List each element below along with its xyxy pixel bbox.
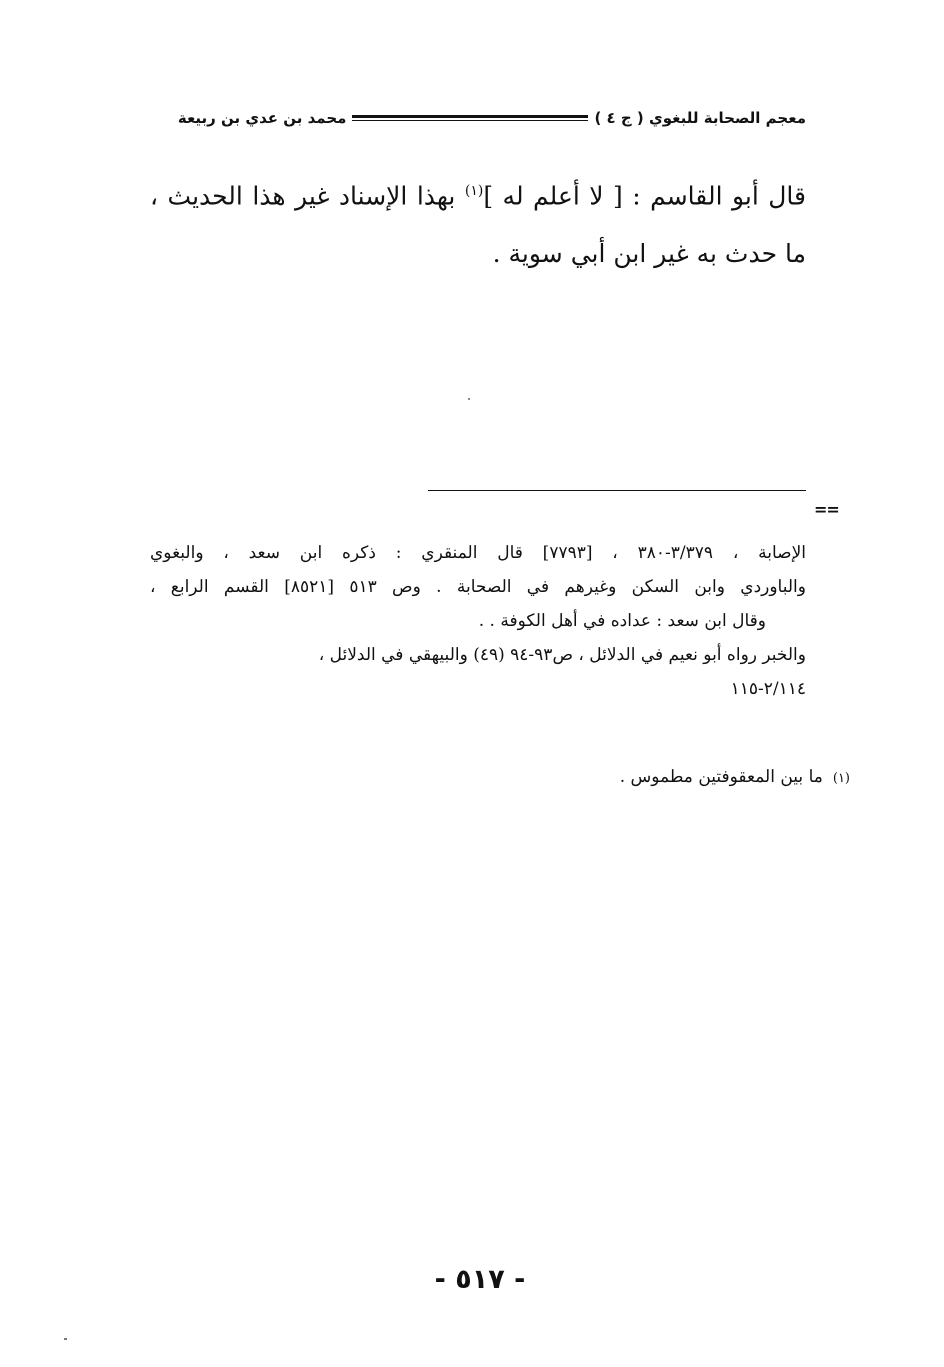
footnote-1-number: (١) <box>832 771 850 786</box>
scan-speck <box>468 398 470 400</box>
page-number: - ٥١٧ - <box>434 1264 526 1295</box>
main-text-part-1: قال أبو القاسم : [ لا أعلم له ] <box>483 181 806 211</box>
note-line: الإصابة ، ٣/٣٧٩-٣٨٠ ، [٧٧٩٣] قال المنقري : ذكره ابن سعد ، والبغوي <box>150 543 806 563</box>
header-book-title: معجم الصحابة للبغوي ( ج ٤ ) <box>594 109 806 127</box>
header-entry-name: محمد بن عدي بن ربيعة <box>177 109 347 127</box>
note-line: ٢/١١٤-١١٥ <box>730 679 806 699</box>
running-header <box>172 104 806 132</box>
note-line: وقال ابن سعد : عداده في أهل الكوفة . . <box>478 611 766 631</box>
footnote-marker: == <box>814 500 839 519</box>
main-text-part-2: بهذا الإسناد غير هذا الحديث ، ما حدث به غير ابن أبي سوية . <box>150 181 806 269</box>
main-paragraph <box>150 162 806 283</box>
note-line: والخبر رواه أبو نعيم في الدلائل ، ص٩٣-٩٤ (٤٩) والبيهقي في الدلائل ، <box>318 645 806 665</box>
footnote-separator <box>428 490 806 491</box>
note-line: والباوردي وابن السكن وغيرهم في الصحابة . وص ٥١٣ [٨٥٢١] القسم الرابع ، <box>150 577 806 597</box>
scan-speck <box>64 1338 67 1340</box>
main-text <box>150 162 806 283</box>
reference-notes <box>150 536 806 706</box>
footnote-1 <box>500 760 850 796</box>
footnote-1-text: ما بين المعقوفتين مطموس . <box>619 767 823 787</box>
header-rule <box>352 115 588 121</box>
footnote-reference: (١) <box>464 183 484 199</box>
